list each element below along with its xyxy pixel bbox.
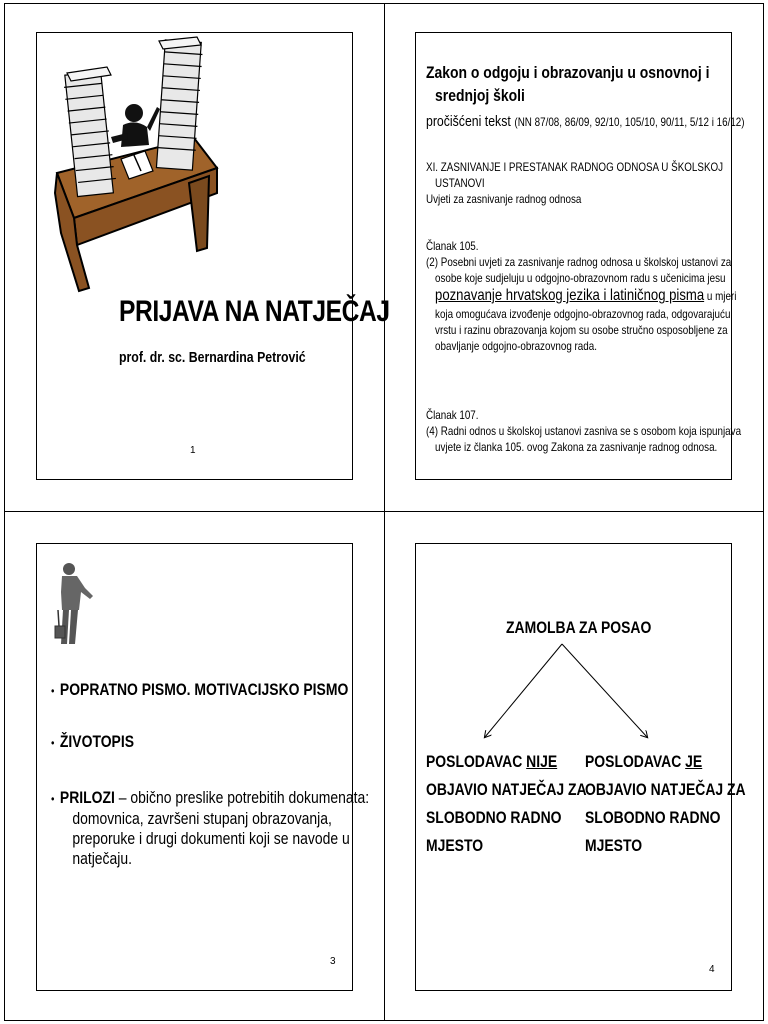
bullet-cover-letter [51,680,348,700]
page-number: 3 [330,956,336,967]
bullet-2-text: ŽIVOTOPIS [59,732,135,751]
left-negation: NIJE [526,752,558,771]
article-105-line-6: obavljanje odgojno-obrazovnog rada. [435,339,597,353]
bullet-3-line-3: preporuke i drugi dokumenti koji se navode u [72,829,350,848]
section-heading [426,159,723,207]
article-107 [426,407,741,455]
law-heading [426,61,709,107]
desk-with-papers-illustration [49,33,219,303]
bullet-3-bold: PRILOZI [59,788,115,807]
left-line-3: SLOBODNO RADNO [426,808,562,827]
article-105-line-2: osobe koje sudjeluju u odgojno-obrazovnom radu s učenicima jesu [435,271,726,285]
article-105-after: u mjeri [706,289,737,303]
left-line-4: MJESTO [426,836,484,855]
bullet-3-rest: – obično preslike potrebitih dokumenata: [114,788,370,807]
article-107-line-1: (4) Radni odnos u školskoj ustanovi zasniva se s osobom koja ispunjava [426,424,742,438]
presentation-title: PRIJAVA NA NATJEČAJ [119,295,390,328]
slide-1 [36,32,390,480]
right-affirmation: JE [685,752,703,771]
slide-2 [415,32,745,480]
section-subheading: Uvjeti za zasnivanje radnog odnosa [426,192,582,206]
article-105-highlight: poznavanje hrvatskog jezika i latiničnog pisma [435,287,705,304]
arrow-left [485,644,562,737]
subtitle-refs: (NN 87/08, 86/09, 92/10, 105/10, 90/11, 5/12 i 16/12) [514,115,745,129]
article-105-line-3 [426,286,736,306]
author-name: prof. dr. sc. Bernardina Petrović [119,349,306,366]
article-105-title: Članak 105. [426,239,479,253]
right-line-4: MJESTO [585,836,643,855]
bullet-dot: • [51,736,60,750]
article-105-line-1: (2) Posebni uvjeti za zasnivanje radnog odnosa u školskoj ustanovi za [426,255,732,269]
slide-3 [36,543,370,991]
left-w1: POSLODAVAC [426,752,523,771]
bullet-3-line-4: natječaju. [72,849,133,868]
right-line-3: SLOBODNO RADNO [585,808,721,827]
article-105 [426,238,736,354]
law-subtitle [426,113,745,131]
right-w1: POSLODAVAC [585,752,682,771]
article-105-line-5: vrstu i razinu obrazovanja kojom su osobe stručno osposobljene za [435,323,728,337]
branch-arrows [416,544,733,744]
law-heading-line-2: srednjoj školi [435,86,525,105]
article-105-line-4: koja omogućava izvođenje odgojno-obrazovnog rada, odgovarajuću [435,307,731,321]
page-number: 4 [709,964,715,975]
slide-4 [415,543,746,991]
arrow-right [562,644,647,737]
right-line-2: OBJAVIO NATJEČAJ ZA [585,780,746,799]
article-107-title: Članak 107. [426,408,479,422]
bullet-cv [51,732,134,752]
law-heading-line-1: Zakon o odgoju i obrazovanju u osnovnoj i [426,63,710,82]
left-branch-text [426,748,587,860]
bullet-1-text: POPRATNO PISMO. MOTIVACIJSKO PISMO [59,680,349,699]
bullet-dot: • [51,684,60,698]
article-107-line-2: uvjete iz članka 105. ovog Zakona za zasnivanje radnog odnosa. [435,440,718,454]
page-number: 1 [190,445,196,456]
subtitle-main: pročišćeni tekst [426,113,511,130]
left-line-2: OBJAVIO NATJEČAJ ZA [426,780,587,799]
bullet-dot: • [51,792,60,806]
businessman-with-briefcase-icon [55,560,97,648]
diagram-title: ZAMOLBA ZA POSAO [506,618,652,637]
right-branch-text [585,748,746,860]
section-line-2: USTANOVI [435,176,485,190]
bullet-3-line-2: domovnica, završeni stupanj obrazovanja, [72,809,332,828]
bullet-attachments [51,788,369,869]
section-line-1: XI. ZASNIVANJE I PRESTANAK RADNOG ODNOSA U ŠKOLSKOJ [426,160,724,174]
